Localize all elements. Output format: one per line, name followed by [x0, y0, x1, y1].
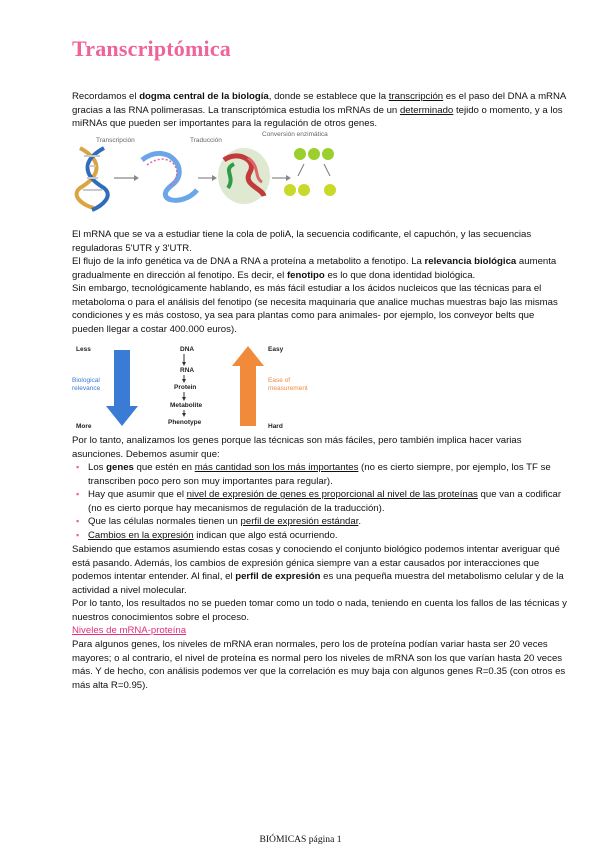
arrow-up-icon: [232, 346, 264, 426]
omics-steps: [168, 346, 203, 426]
section-subheading: Niveles de mRNA-proteína: [72, 625, 187, 636]
protein-graphic: [218, 148, 270, 204]
arrow-down-icon: [106, 350, 138, 426]
label-less: Less: [76, 346, 91, 353]
figure1-label-traduccion: Traducción: [190, 137, 222, 144]
assumptions-intro-paragraph: Por lo tanto, analizamos los genes porque las técnicas son más fáciles, pero también implica hacer varias asunciones. Debemos asumir que:: [72, 435, 522, 460]
technology-paragraph: Sin embargo, tecnológicamente hablando, es más fácil estudiar a los ácidos nucleicos que las técnicas para el metaboloma o para el análisis del fenotipo (se necesita maquinaria que analice muchas muestras bajo las mismas condiciones y es más costoso, ya sea para plantas como para animales- por ejemplo, los conveyor belts que pueden llegar a costar 400.000 euros).: [72, 283, 558, 335]
assumptions-list: [72, 461, 568, 543]
label-measurement: measurement: [268, 385, 308, 392]
label-more: More: [76, 423, 92, 430]
relevance-measurement-figure: [72, 342, 322, 432]
intro-paragraph: Recordamos el dogma central de la biología, donde se establece que la transcripción es el paso del DNA a mRNA gracias a las RNA polimerasas. La transcriptómica estudia los mRNAs de un determinado tejido o momento, y a los miRNAs que pueden ser importantes para la regulación de otros genes.: [72, 91, 566, 130]
mrna-strand-graphic: [142, 153, 197, 200]
label-ease-of: Ease of: [268, 377, 291, 384]
label-biological: Biological: [72, 377, 100, 384]
list-item: ▪ Los genes que estén en más cantidad son los más importantes (no es cierto siempre, por ejemplo, los TF se transcriben poco pero son muy importantes para regular).: [72, 461, 568, 488]
figure1-label-conversion: Conversión enzimática: [262, 131, 328, 138]
page-footer: BIÓMICAS página 1: [259, 834, 342, 845]
step-metabolite: Metabolite: [170, 402, 203, 409]
results-paragraph: Por lo tanto, los resultados no se pueden tomar como un todo o nada, teniendo en cuenta los fallos de las técnicas y nuestros conocimientos sobre el proceso.: [72, 598, 567, 623]
central-dogma-figure: [72, 130, 362, 212]
list-item: ▪ Hay que asumir que el nivel de expresión de genes es proporcional al nivel de las proteínas que van a codificar (no es cierto porque hay mecanismos de regulación de la traducción).: [72, 488, 568, 515]
label-easy: Easy: [268, 346, 284, 353]
mrna-protein-paragraph: Para algunos genes, los niveles de mRNA eran normales, pero los de proteína podían variar hasta ser 20 veces mayores; o al contrario, el nivel de proteína es normal pero los niveles de mRNA son los que varían hasta 20 veces más. Y de hecho, con análisis podemos ver que la correlación es muy baja con algunos genes R=0.35 (con otros es más alta R=0.95).: [72, 639, 566, 691]
list-item: ▪ Cambios en la expresión indican que algo está ocurriendo.: [72, 529, 568, 543]
step-protein: Protein: [174, 384, 197, 391]
label-relevance: relevance: [72, 385, 101, 392]
step-dna: DNA: [180, 346, 195, 353]
step-phenotype: Phenotype: [168, 419, 202, 426]
page-title: Transcriptómica: [72, 36, 232, 61]
dna-helix-graphic: [77, 148, 108, 210]
mrna-paragraph: El mRNA que se va a estudiar tiene la cola de poliA, la secuencia codificante, el capuchón, y las secuencias reguladoras 5'UTR y 3'UTR.: [72, 229, 532, 254]
list-item: ▪ Que las células normales tienen un perfil de expresión estándar.: [72, 515, 568, 529]
step-rna: RNA: [180, 367, 195, 374]
label-hard: Hard: [268, 423, 283, 430]
expression-profile-paragraph: Sabiendo que estamos asumiendo estas cosas y conociendo el conjunto biológico podemos intentar averiguar qué está pasando. Además, los cambios de expresión génica siempre van a estar causados por interacciones que podemos intentar entender. Al final, el perfil de expresión es una pequeña muestra del metabolismo celular y de la actividad a nivel molecular.: [72, 544, 564, 596]
genetic-flow-paragraph: El flujo de la info genética va de DNA a RNA a proteína a metabolito a fenotipo. La relevancia biológica aumenta gradualmente en dirección al fenotipo. Es decir, el fenotipo es lo que dona identidad biológica.: [72, 256, 557, 281]
figure1-label-transcripcion: Transcripción: [96, 137, 135, 144]
metabolite-molecules-graphic: [284, 148, 336, 196]
